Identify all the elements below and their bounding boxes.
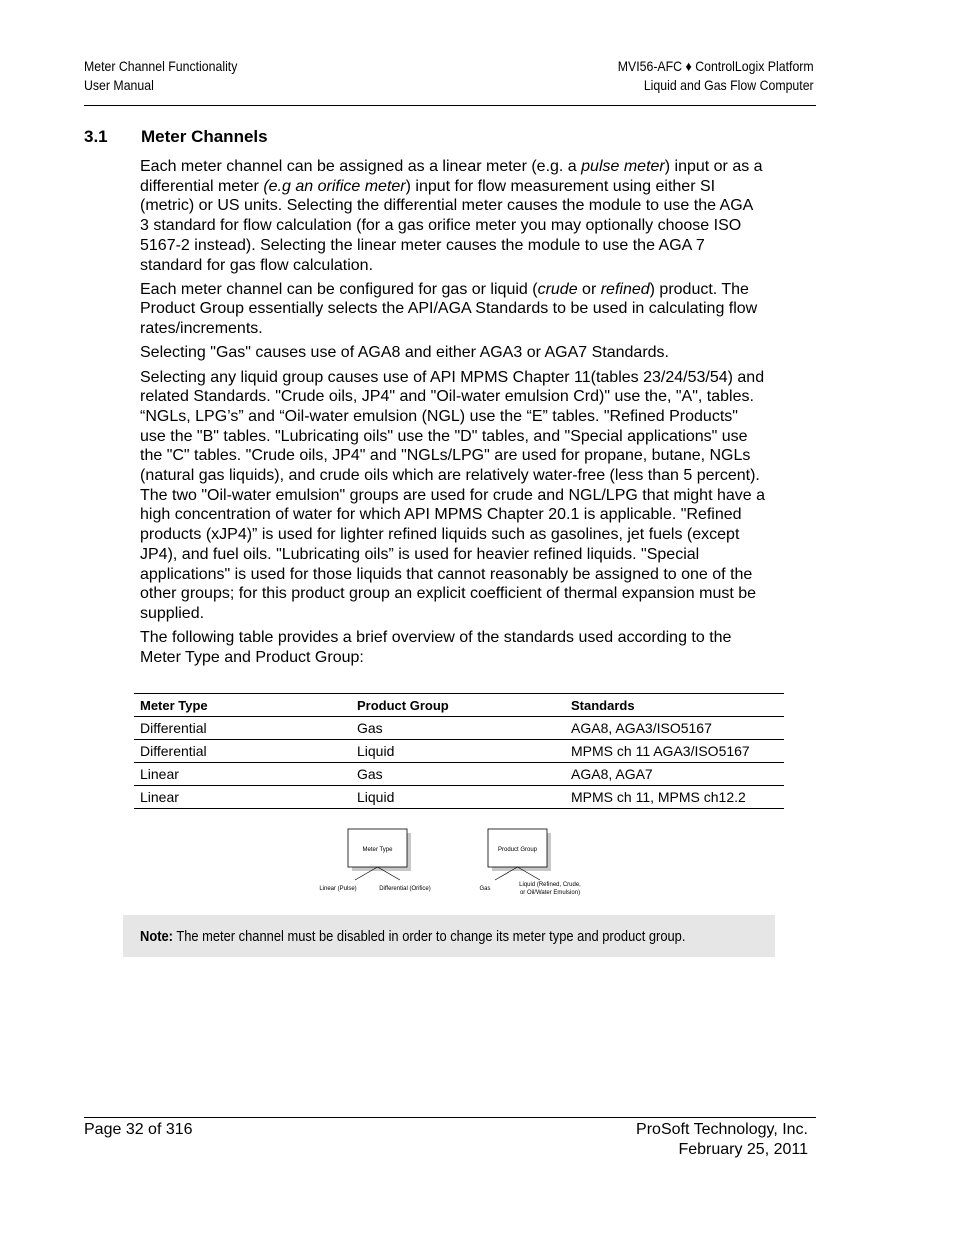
text-run: or <box>577 280 601 298</box>
footer-date: February 25, 2011 <box>678 1141 808 1158</box>
text-run: ) input for flow measurement using either SI (metric) or US units. Selecting the differential meter causes the module to use the AGA 3 standard for flow calculation (for a gas orifice meter you may optionally choose ISO 5167-2 instead). Selecting the linear meter causes the module to use the AGA 7 standard for gas flow calculation. <box>140 177 753 274</box>
standards-table <box>134 693 784 809</box>
paragraph-table-intro: The following table provides a brief overview of the standards used according to the Meter Type and Product Group: <box>140 629 732 666</box>
section-number: 3.1 <box>84 127 108 146</box>
meter-product-diagram <box>300 822 600 902</box>
table-cell: Liquid <box>351 786 565 809</box>
section-heading <box>84 127 268 147</box>
header-product-desc: Liquid and Gas Flow Computer <box>644 77 814 93</box>
table-cell: Linear <box>134 786 351 809</box>
footer-divider <box>84 1117 816 1118</box>
table-row <box>134 786 784 809</box>
table-row <box>134 763 784 786</box>
product-group-option-liquid: Liquid (Refined, Crude, <box>519 882 581 888</box>
table-cell: Liquid <box>351 740 565 763</box>
text-run-italic: pulse meter <box>581 158 665 175</box>
column-header-product-group: Product Group <box>351 694 565 717</box>
meter-type-option-linear: Linear (Pulse) <box>319 886 357 892</box>
footer-publisher <box>636 1120 808 1160</box>
meter-type-label: Meter Type <box>362 847 393 853</box>
table-row <box>134 717 784 740</box>
product-group-option-liquid-cont: or Oil/Water Emulsion) <box>519 890 581 896</box>
paragraph-meter-assignment <box>140 157 765 275</box>
table-header-row <box>134 694 784 717</box>
text-run-italic: crude <box>537 280 578 298</box>
table-cell: MPMS ch 11, MPMS ch12.2 <box>565 786 784 809</box>
product-group-option-gas: Gas <box>479 886 491 892</box>
footer-company: ProSoft Technology, Inc. <box>636 1121 808 1138</box>
note-box <box>123 915 775 957</box>
running-header-right <box>618 57 814 95</box>
header-doc-type: User Manual <box>84 77 154 93</box>
header-chapter: Meter Channel Functionality <box>84 58 238 74</box>
column-header-meter-type: Meter Type <box>134 694 351 717</box>
meter-type-option-differential: Differential (Orifice) <box>379 886 431 892</box>
table-cell: Differential <box>134 717 351 740</box>
text-run-italic: refined <box>600 280 650 298</box>
running-header-left <box>84 57 237 95</box>
product-group-label: Product Group <box>497 847 538 853</box>
footer-page-number: Page 32 of 316 <box>84 1121 193 1138</box>
table-cell: Linear <box>134 763 351 786</box>
text-run: ) input or as a differential meter <box>140 158 763 195</box>
note-body: The meter channel must be disabled in order to change its meter type and product group. <box>172 928 686 945</box>
paragraph-liquid-groups: Selecting any liquid group causes use of API MPMS Chapter 11(tables 23/24/53/54) and related Standards. "Crude oils, JP4" and "Oil-water emulsion Crd)" use the, "A", tables. “NGLs, LPG’s” and “Oil-water emulsion (NGL) use the “E” tables. "Refined Products" use the "B" tables. "Lubricating oils" use the "D" tables, and "Special applications" use the "C" tables. "Crude oils, JP4" and "NGLs/LPG" are used for propane, butane, NGLs (natural gas liquids), and crude oils which are relatively water-free (less than 5 percent). The two "Oil-water emulsion" groups are used for crude and NGL/LPG that might have a high concentration of water for which API MPMS Chapter 20.1 is applicable. "Refined products (xJP4)” is used for lighter refined liquids such as gasolines, jet fuels (except JP4), and fuel oils. "Lubricating oils” is used for heavier refined liquids. "Special applications" is used for those liquids that cannot reasonably be assigned to one of the other groups; for this product group an explicit coefficient of thermal expansion must be supplied. <box>140 368 765 622</box>
table-cell: AGA8, AGA3/ISO5167 <box>565 717 784 740</box>
paragraph-product-config <box>140 280 765 339</box>
note-text <box>140 927 685 946</box>
text-run-italic: (e.g an orifice meter <box>263 177 406 195</box>
table-row <box>134 740 784 763</box>
table-cell: Differential <box>134 740 351 763</box>
header-product: MVI56-AFC ♦ ControlLogix Platform <box>618 58 814 74</box>
body-text <box>140 157 765 672</box>
note-label: Note: <box>140 928 173 945</box>
table-cell: Gas <box>351 763 565 786</box>
text-run: Each meter channel can be assigned as a linear meter (e.g. a <box>140 158 582 175</box>
section-title: Meter Channels <box>141 127 268 146</box>
paragraph-gas-selection: Selecting "Gas" causes use of AGA8 and either AGA3 or AGA7 Standards. <box>140 344 669 362</box>
text-run: Each meter channel can be configured for gas or liquid ( <box>140 280 538 298</box>
table-cell: Gas <box>351 717 565 740</box>
header-divider <box>84 105 816 106</box>
table-cell: MPMS ch 11 AGA3/ISO5167 <box>565 740 784 763</box>
text-run: ) product. The Product Group essentially selects the API/AGA Standards to be used in calculating flow rates/increments. <box>140 280 758 338</box>
column-header-standards: Standards <box>565 694 784 717</box>
table-cell: AGA8, AGA7 <box>565 763 784 786</box>
